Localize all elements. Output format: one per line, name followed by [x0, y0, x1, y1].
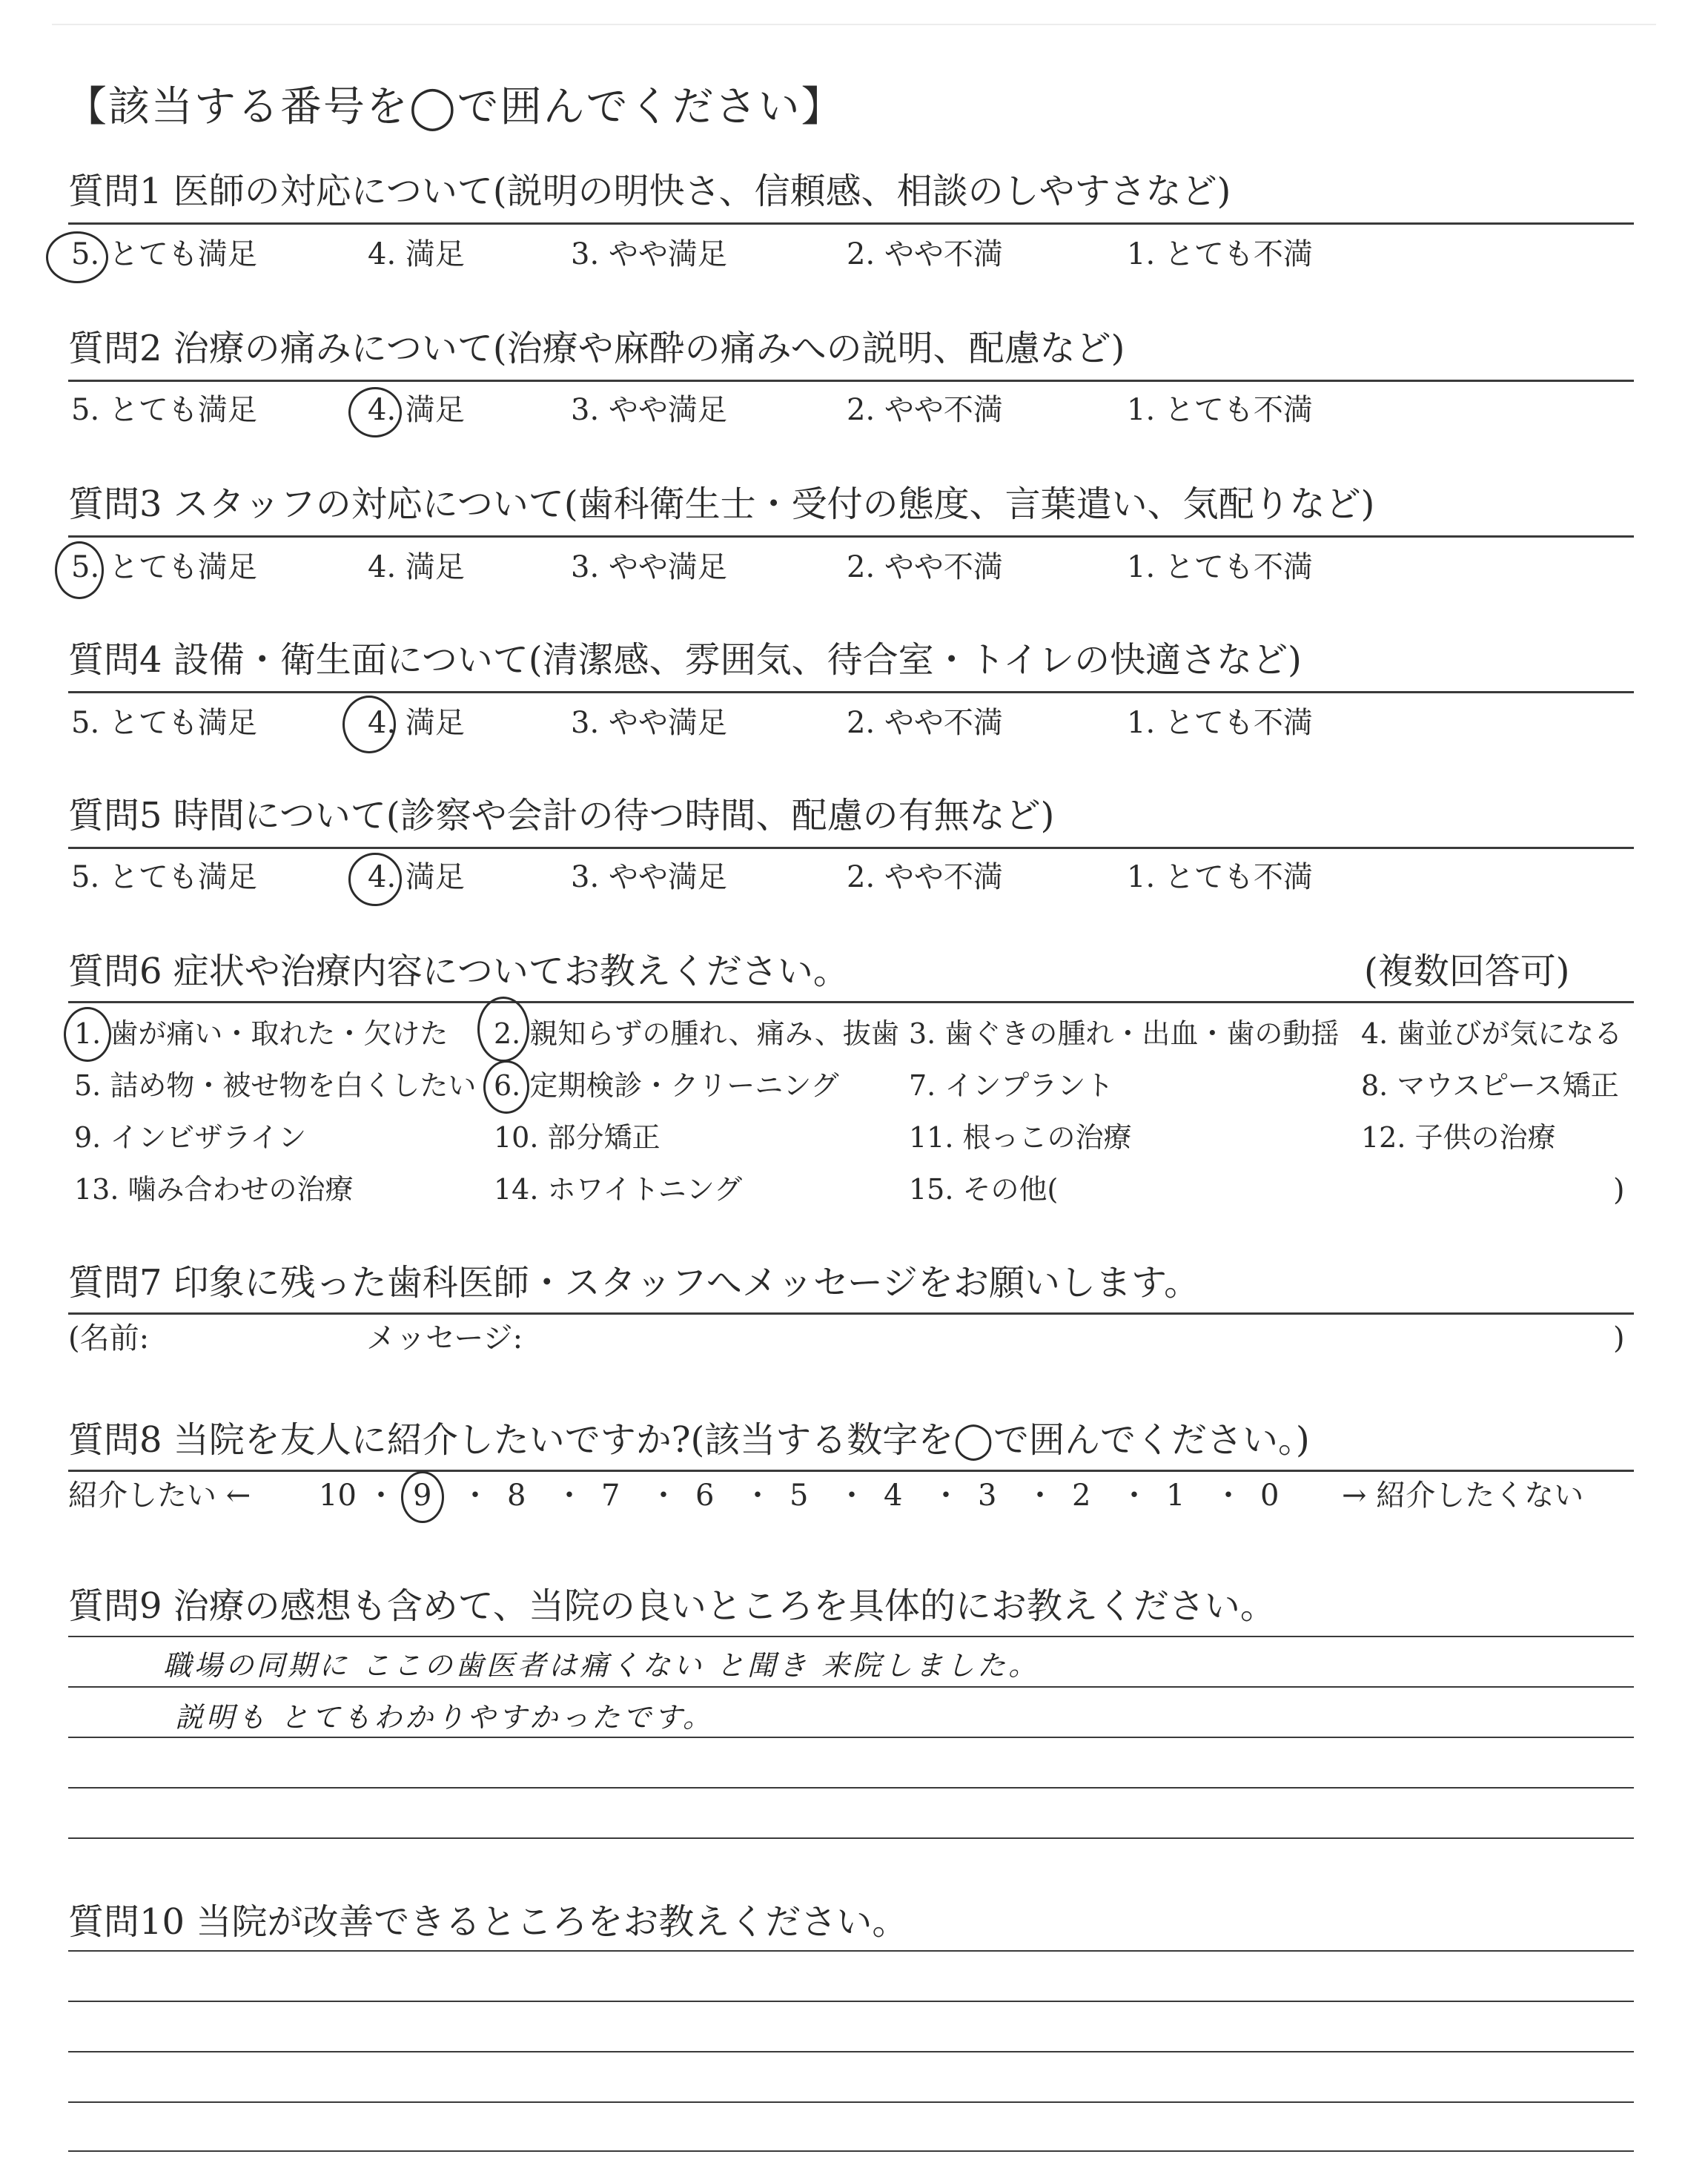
q6-option-10[interactable]: 10. 部分矯正 [494, 1121, 661, 1154]
q3-option-5[interactable]: 5. とても満足 [71, 549, 257, 586]
q6-underline [68, 1001, 1634, 1003]
q6-option-7[interactable]: 7. インプラント [909, 1069, 1114, 1102]
q8-scale-7[interactable]: 7 [601, 1479, 620, 1513]
q1-underline [68, 222, 1634, 225]
q5-option-1[interactable]: 1. とても不満 [1127, 860, 1313, 894]
q2-option-4[interactable]: 4. 満足 [368, 392, 465, 429]
q4-option-1[interactable]: 1. とても不満 [1127, 706, 1313, 740]
q2-option-5[interactable]: 5. とても満足 [71, 393, 257, 427]
q10-line-5 [68, 2150, 1634, 2152]
q6-option-6-circle [483, 1060, 529, 1114]
q9-line-1 [68, 1636, 1634, 1637]
q4-option-2[interactable]: 2. やや不満 [847, 706, 1003, 740]
q4-underline [68, 691, 1634, 693]
q6-option-9[interactable]: 9. インビザライン [74, 1121, 307, 1154]
q1-option-3[interactable]: 3. やや満足 [571, 237, 727, 271]
q7-label: 質問7 印象に残った歯科医師・スタッフへメッセージをお願いします。 [68, 1262, 1200, 1304]
q8-scale-9[interactable]: 9 [413, 1477, 431, 1514]
q7-close-paren: ) [1613, 1321, 1625, 1355]
q6-option-2-circle [477, 997, 529, 1062]
q6-option-8[interactable]: 8. マウスピース矯正 [1361, 1069, 1619, 1102]
page-title: 【該当する番号を◯で囲んでください】 [65, 83, 844, 131]
q2-option-2[interactable]: 2. やや不満 [847, 393, 1003, 427]
q7-message-field[interactable]: メッセージ: [366, 1321, 523, 1355]
q9-line-2 [68, 1686, 1634, 1688]
q10-line-3 [68, 2051, 1634, 2052]
q6-option-13[interactable]: 13. 噛み合わせの治療 [74, 1173, 354, 1206]
q7-underline [68, 1312, 1634, 1315]
q8-scale-8[interactable]: 8 [507, 1479, 526, 1513]
q8-left-label: 紹介したい ← [68, 1479, 251, 1513]
q4-selected-circle [342, 696, 396, 753]
q6-option-4[interactable]: 4. 歯並びが気になる [1361, 1017, 1623, 1050]
q6-option-1-circle [64, 1007, 111, 1062]
q6-label: 質問6 症状や治療内容についてお教えください。 [68, 951, 849, 992]
q4-option-4[interactable]: 4. 満足 [368, 704, 465, 742]
q6-multi-note: (複数回答可) [1364, 951, 1570, 992]
q1-selected-circle [46, 231, 108, 283]
q3-selected-circle [55, 541, 104, 599]
q6-option-6[interactable]: 6. 定期検診・クリーニング [494, 1068, 839, 1103]
q8-underline [68, 1470, 1634, 1472]
q6-other-close-paren: ) [1613, 1173, 1625, 1207]
q9-line-4 [68, 1787, 1634, 1789]
q6-option-11[interactable]: 11. 根っこの治療 [909, 1121, 1132, 1154]
q3-option-3[interactable]: 3. やや満足 [571, 550, 727, 584]
q5-option-2[interactable]: 2. やや不満 [847, 860, 1003, 894]
q8-scale-4[interactable]: 4 [884, 1479, 903, 1513]
q8-selected-circle [401, 1471, 444, 1523]
q7-name-field[interactable]: (名前: [68, 1321, 150, 1355]
q4-label: 質問4 設備・衛生面について(清潔感、雰囲気、待合室・トイレの快適さなど) [68, 639, 1302, 681]
q6-option-12[interactable]: 12. 子供の治療 [1361, 1121, 1556, 1154]
top-edge-line [52, 24, 1656, 25]
q8-scale-separator: ・ [1119, 1479, 1149, 1513]
q2-selected-circle [348, 387, 402, 437]
q9-label: 質問9 治療の感想も含めて、当院の良いところを具体的にお教えください。 [68, 1585, 1276, 1627]
q4-option-5[interactable]: 5. とても満足 [71, 706, 257, 740]
q8-scale-separator: ・ [555, 1479, 584, 1513]
q8-scale-separator: ・ [460, 1479, 490, 1513]
q8-scale [319, 1477, 1312, 1514]
q9-answer-line-1[interactable]: 職場の同期に ここの歯医者は痛くない と聞き 来院しました。 [163, 1649, 1040, 1682]
q8-scale-separator: ・ [1025, 1479, 1055, 1513]
q3-option-2[interactable]: 2. やや不満 [847, 550, 1003, 584]
q1-option-5[interactable]: 5. とても満足 [71, 236, 257, 273]
q8-scale-1[interactable]: 1 [1166, 1479, 1185, 1513]
q8-scale-0[interactable]: 0 [1260, 1479, 1280, 1513]
q3-label: 質問3 スタッフの対応について(歯科衛生士・受付の態度、言葉遣い、気配りなど) [68, 483, 1375, 525]
q8-scale-separator: ・ [1214, 1479, 1243, 1513]
q3-option-4[interactable]: 4. 満足 [368, 550, 465, 584]
q2-underline [68, 380, 1634, 382]
q1-option-2[interactable]: 2. やや不満 [847, 237, 1003, 271]
q8-scale-2[interactable]: 2 [1072, 1479, 1091, 1513]
q2-option-3[interactable]: 3. やや満足 [571, 393, 727, 427]
q8-label: 質問8 当院を友人に紹介したいですか?(該当する数字を◯で囲んでください。) [68, 1419, 1310, 1461]
q8-scale-10[interactable]: 10 [319, 1479, 357, 1513]
q6-option-2[interactable]: 2. 親知らずの腫れ、痛み、抜歯 [494, 1016, 899, 1051]
q6-option-14[interactable]: 14. ホワイトニング [494, 1173, 743, 1206]
q8-scale-separator: ・ [366, 1479, 396, 1513]
q2-label: 質問2 治療の痛みについて(治療や麻酔の痛みへの説明、配慮など) [68, 328, 1125, 369]
q8-scale-5[interactable]: 5 [790, 1479, 809, 1513]
q1-option-4[interactable]: 4. 満足 [368, 237, 465, 271]
q3-option-1[interactable]: 1. とても不満 [1127, 550, 1313, 584]
q8-right-label: → 紹介したくない [1342, 1479, 1584, 1513]
q4-option-3[interactable]: 3. やや満足 [571, 706, 727, 740]
q10-line-4 [68, 2101, 1634, 2103]
q1-label: 質問1 医師の対応について(説明の明快さ、信頼感、相談のしやすさなど) [68, 171, 1231, 212]
q8-scale-separator: ・ [649, 1479, 678, 1513]
q5-underline [68, 847, 1634, 849]
q5-label: 質問5 時間について(診察や会計の待つ時間、配慮の有無など) [68, 795, 1055, 836]
q10-label: 質問10 当院が改善できるところをお教えください。 [68, 1901, 908, 1943]
q5-option-4[interactable]: 4. 満足 [368, 859, 465, 896]
q8-scale-separator: ・ [743, 1479, 772, 1513]
q10-line-1 [68, 1950, 1634, 1952]
q8-scale-separator: ・ [837, 1479, 867, 1513]
q6-option-3[interactable]: 3. 歯ぐきの腫れ・出血・歯の動揺 [909, 1017, 1340, 1050]
q6-option-15[interactable]: 15. その他( [909, 1173, 1059, 1206]
q9-answer-line-2[interactable]: 説明も とてもわかりやすかったです。 [175, 1701, 715, 1734]
q9-line-5 [68, 1837, 1634, 1839]
q5-option-5[interactable]: 5. とても満足 [71, 860, 257, 894]
q5-selected-circle [348, 853, 402, 906]
q8-scale-separator: ・ [931, 1479, 961, 1513]
q6-option-5[interactable]: 5. 詰め物・被せ物を白くしたい [74, 1069, 477, 1102]
q10-line-2 [68, 2001, 1634, 2002]
q5-option-3[interactable]: 3. やや満足 [571, 860, 727, 894]
q6-option-1[interactable]: 1. 歯が痛い・取れた・欠けた [74, 1016, 448, 1051]
q8-scale-6[interactable]: 6 [695, 1479, 715, 1513]
q9-line-3 [68, 1737, 1634, 1738]
q3-underline [68, 535, 1634, 538]
q8-scale-3[interactable]: 3 [978, 1479, 997, 1513]
q1-option-1[interactable]: 1. とても不満 [1127, 237, 1313, 271]
q2-option-1[interactable]: 1. とても不満 [1127, 393, 1313, 427]
